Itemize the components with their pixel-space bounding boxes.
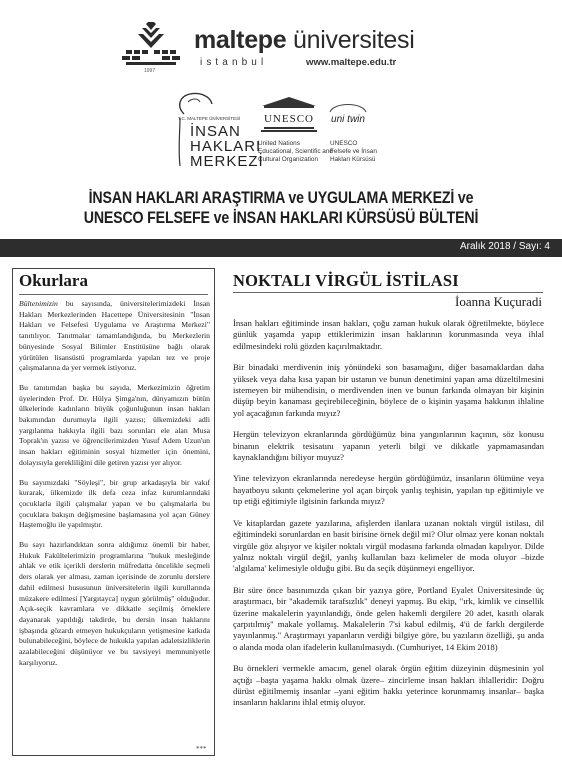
end-mark: ***	[196, 745, 207, 753]
unesco-caption-line: United Nations	[258, 140, 300, 147]
article-paragraph: Bir süre önce basınımızda çıkan bir yazıya göre, Portland Eyalet Üniversitesinde üç araştırmacı, bir "akademik tarafsızlık" deneyi yapmış. Bu ekip, "ırk, kimlik ve cinsellik üzerine makalelerin yayınlandığı, önde gelen hakemli dergilere 20 adet, kasıtlı olarak çarpıtılmış" makale yollamış. Makalelerin 7'si kabul edilmiş, 4'ü de farklı dergilerde yayınlanmış." Araştırmayı yapanların verdiği bilgiye göre, bu yazıların özelliği, şu anda o alanda moda olan ifadelerin kullanılmasıydı. (Cumhuriyet, 14 Ekim 2018)	[233, 584, 544, 652]
article-title: NOKTALI VİRGÜL İSTİLASI	[233, 271, 459, 290]
readers-paragraph: Bu tanıtımdan başka bu sayıda, Merkezimizin öğretim üyelerinden Prof. Dr. Hülya Şimga'nın, dünyamızın bütün ülkelerinde kadınların büyük çoğunluğunun insan hakları bakımından durumuyla ilgili yazısı; ülkemizdeki adli yargılanma hakkıyla ilgili bazı sorunları ele alan Musa Toprak'ın yazısı ve öğrencilerimizden Yusuf Adem Uzun'un insan hakları eğitiminin sosyal hizmetler için önemini, dolayısıyla gerekliliğini dile getiren yazısı yer alıyor.	[19, 382, 210, 467]
unesco-logo	[258, 96, 320, 136]
readers-paragraph: Bültenimizin bu sayısında, üniversitelerimizdeki İnsan Hakları Merkezlerinden Hacettepe Üniversitesinin "İnsan Hakları ve Felsefesi Uygulama ve Araştırma Merkezi" tanıtılıyor. Tanıtmalar tamamlandığında, bu Merkezlerin bünyesinde Sosyal Bilimler Enstitüsüne bağlı olarak yürütülen lisansüstü programlarda yapılan tez ve proje çalışmalarına da yer vermek istiyoruz.	[19, 299, 210, 373]
article-paragraph: İnsan hakları eğitiminde insan hakları, çoğu zaman hukuk olarak öğretilmekte, böylece günlük yaşamda yapıp ettiklerimizin insan haklarının korunmasında veya ihlal edilmesindeki rolü gözden kaçırılmaktadır.	[233, 318, 544, 351]
university-name: maltepe üniversitesi	[194, 26, 415, 54]
article-body	[233, 318, 544, 719]
university-logo-icon	[120, 22, 182, 72]
article-paragraph: Hergün televizyon ekranlarında gördüğümüz bina yangınlarının kaçının, söz konusu binanın elektrik tesisatını yapanın yeterli bilgi ve dikkatle yapmamasından kaynaklandığını biliyor muyuz?	[233, 429, 544, 463]
unitwin-caption-line: UNESCO	[330, 140, 358, 147]
founded-year: 1997	[144, 68, 156, 74]
readers-emphasis: Bültenimizin	[19, 299, 58, 308]
unesco-logo-text: UNESCO	[263, 113, 315, 125]
unitwin-caption-line: Felsefe ve İnsan	[330, 148, 377, 155]
center-name-word: MERKEZİ	[190, 153, 264, 170]
divider	[19, 294, 208, 295]
article-paragraph: Bu örnekleri vermekle amacım, genel olarak örgün eğitim düzeyinin düşmesinin yol açtığı –başta yaşama hakkı olmak üzere– zincirleme insan hakları ihlalleridir: Doğru dürüst eğitilmemiş insanlar –yani eğitim hakkı yeterince korunmamış insanlar– başka insanların haklarını ihlal etmiş oluyor.	[233, 663, 544, 708]
unitwin-logo	[322, 98, 374, 132]
unitwin-logo-text: uni twin	[331, 114, 365, 125]
issue-label: Aralık 2018 / Sayı: 4	[459, 241, 550, 252]
readers-paragraph: Bu sayımızdaki "Söyleşi", bir grup arkadaşıyla bir vakıf kurarak, ülkemizde ilk defa ceza infaz kurumlarındaki çocuklarla ilgili çalışmalar yapan ve bu çalışmalarla bu çocuklara bakışın değişmesine başlamasına yol açan Güney Haştemoğlu ile yapılmıştır.	[19, 477, 210, 530]
article-paragraph: Yine televizyon ekranlarında neredeyse hergün gördüğümüz, insanların ölümüne veya hayatboyu sıkıntı çekmelerine yol açan birçok yanlış teşhisin, yapılan tıp eğitimiyle ve tıp etiği eğitimiyle ilgisinin farkında mıyız?	[233, 473, 544, 507]
unesco-caption-line: Educational, Scientific and	[258, 148, 333, 155]
unesco-caption-line: Cultural Organization	[258, 156, 319, 163]
divider	[233, 292, 543, 293]
university-city: istanbul	[200, 57, 268, 68]
university-website: www.maltepe.edu.tr	[306, 57, 397, 68]
center-name-word: HAKLARI	[190, 138, 262, 155]
bulletin-title-line: UNESCO FELSEFE ve İNSAN HAKLARI KÜRSÜSÜ BÜLTENİ	[83, 209, 479, 227]
readers-paragraph: Bu sayı hazırlandıktan sonra aldığımız önemli bir haber, Hukuk Fakültelerimizin programlarına "hukuk mesleğinde ahlak ve etik içerikli derslerin müfredatta öncelikle seçmeli ders olarak yer alması, zaman içerisinde de zorunlu derslere dahil edilmesi hususunun üniversitelerin ilgili kurullarında müzakere edilmesi [Yargıtayca] uygun görülmüş" olduğudur. Açık-seçik kavramlara ve dikkatle seçilmiş örneklere dayanarak yapıldığı takdirde, bu dersin insan haklarını işbaşında gözardı etmeyen hukukçuların yetişmesine katkıda bulunabileceğini, böylece de hukukla yapılan adaletsizliklerin azalabileceğini düşünüyor ve bu tavsiyeyi memnuniyetle karşılıyoruz.	[19, 540, 210, 667]
bulletin-title-line: İNSAN HAKLARI ARAŞTIRMA ve UYGULAMA MERKEZİ ve	[88, 189, 474, 207]
center-affiliation: T.C. MALTEPE ÜNİVERSİTESİ	[178, 116, 241, 121]
readers-text	[19, 299, 210, 678]
article-paragraph: Ve kitaplardan gazete yazılarına, afişlerden ilanlara uzanan noktalı virgül istilası, dil eğitimindeki sorunlardan en basit birisine örnek değil mi? Olur olmaz yere konan noktalı virgüle göz alışıyor ve kişiler noktalı virgül modasına farkında olmadan kapılıyor. Dilde yalnız noktalı virgül değil, yanlış kullanılan bazı kelimeler de moda oluyor –bizde 'algılama' kelimesiyle olduğu gibi. Bu da seçik düşünmeyi engelliyor.	[233, 517, 544, 574]
issue-bar	[0, 239, 562, 257]
center-name-word: İNSAN	[190, 123, 241, 140]
article-paragraph: Bir binadaki merdivenin iniş yönündeki son basamağını, diğer basamaklardan daha yüksek veya daha kısa yapan bir ustanın ve bunun denetimini yapan ama düzeltilmesini istemeyen bir mühendisin, o merdivenden inen ve bunun farkında olmayan bir kişinin düşüp beyin kanaması geçirebileceğinin, böylece de o kişinin yaşama hakkının ihlaline yol açacağının farkında mıyız?	[233, 362, 544, 418]
readers-heading: Okurlara	[19, 271, 88, 290]
unitwin-caption-line: Hakları Kürsüsü	[330, 156, 376, 163]
article-author: İoanna Kuçuradi	[455, 294, 542, 309]
